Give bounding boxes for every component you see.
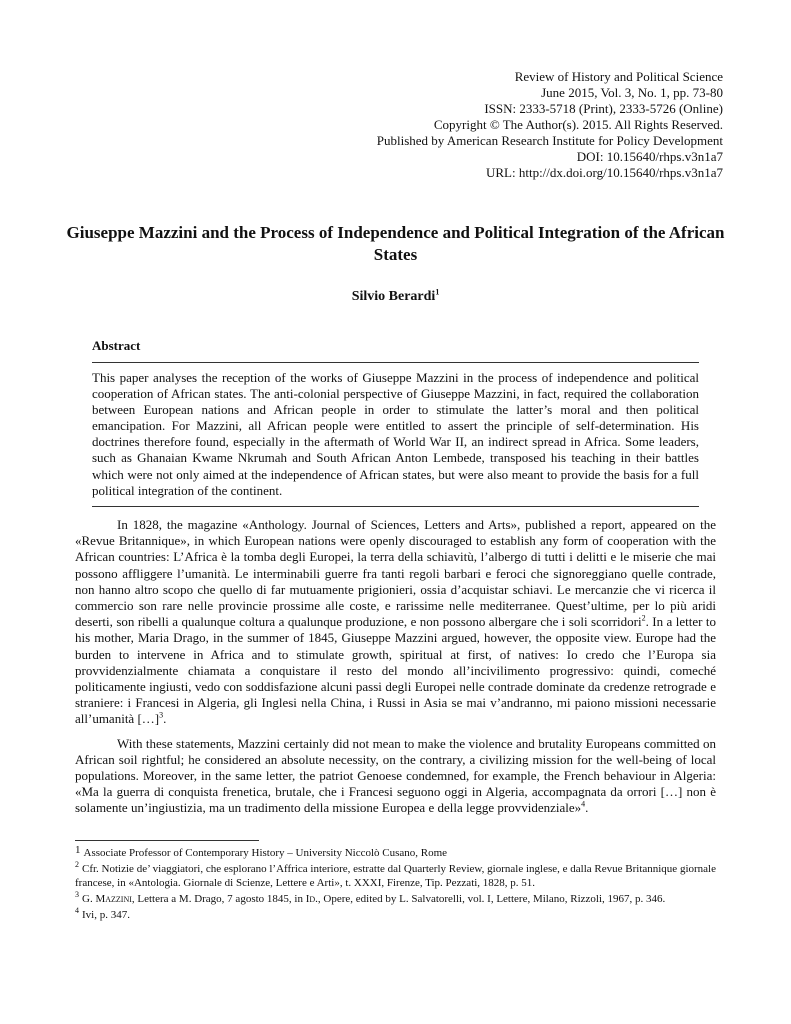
author-line <box>60 288 731 306</box>
footnotes <box>75 846 716 924</box>
paragraph-text: . In a letter to his mother, Maria Drago, in the summer of 1845, Giuseppe Mazzini argued, however, the opposite view. Europe had the burden to intervene in Africa and to stimulate growth, spiritual at first, of natives: Io credo che l’Europa sia provvidenzialmente chiamata a conquistare il resto del mondo all’incivilimento progressivo: quindi, comeché politicamente ingiusti, vedo con soddisfazione alcuni passi degli Europei nelle contrade dominate da credenze retrograde e straniere: i Francesi in Algeria, gli Inglesi nella China, i Russi in Asia se mai v’andranno, mi paiono missioni necessarie all’umanità […] <box>75 614 716 727</box>
footnote-ibidem: Id <box>305 893 316 905</box>
abstract-divider-bottom <box>92 506 699 507</box>
abstract-heading: Abstract <box>92 338 141 353</box>
footnote-text: G. <box>82 893 96 905</box>
footnote <box>75 892 716 906</box>
footnote-divider <box>75 840 259 841</box>
author-name: Silvio Berardi <box>351 289 436 304</box>
footnote-text: Ivi, p. 347. <box>82 909 130 921</box>
paragraph-text: . <box>163 711 167 727</box>
paragraph-text: . <box>585 800 589 816</box>
footnote-author-surname: Mazzini <box>95 893 132 905</box>
footnote-ref[interactable]: 2 <box>641 613 646 623</box>
body-paragraph <box>75 517 716 728</box>
masthead-issn: ISSN: 2333-5718 (Print), 2333-5726 (Online) <box>484 101 723 116</box>
masthead-journal-name: Review of History and Political Science <box>514 69 723 84</box>
author-footnote-mark[interactable]: 1 <box>435 287 440 297</box>
paragraph-text: With these statements, Mazzini certainly did not mean to make the violence and brutality Europeans committed on African soil rightful; he considered an absolute necessity, on the contrary, a civilizing mission for the well-being of local populations. Moreover, in the same letter, the patriot Genoese condemned, for example, the French behaviour in Algeria: «Ma la guerra di conquista frenetica, brutale, che i Francesi seguono oggi in Algeria, accompagnata da orrori […] non è solamente un’ingiustizia, ma un tradimento della missione Europea e della legge provvidenziale» <box>75 735 716 816</box>
footnote-text: ., Opere, edited by L. Salvatorelli, vol. I, Lettere, Milano, Rizzoli, 1967, p. 346. <box>315 893 666 905</box>
paper-title: Giuseppe Mazzini and the Process of Independence and Political Integration of the African States <box>66 223 725 264</box>
footnote-mark: 3 <box>75 890 79 900</box>
footnote <box>75 862 716 890</box>
footnote-text: Cfr. Notizie de’ viaggiatori, che esplorano l’Affrica interiore, estratte dal Quarterly Review, giornale inglese, e dalla Revue Britannique giornale francese, in «Antologia. Giornale di Scienze, Lettere e Arti», t. XXXI, Firenze, Tip. Pezzati, 1828, p. 51. <box>75 863 716 889</box>
abstract-divider-top <box>92 362 699 363</box>
footnote-mark: 1 <box>75 844 81 856</box>
body-text <box>75 517 716 817</box>
footnote-text: Associate Professor of Contemporary History – University Niccolò Cusano, Rome <box>83 847 448 859</box>
masthead-copyright: Copyright © The Author(s). 2015. All Rights Reserved. <box>433 117 723 132</box>
masthead-issue: June 2015, Vol. 3, No. 1, pp. 73-80 <box>541 85 723 100</box>
masthead-url[interactable]: URL: http://dx.doi.org/10.15640/rhps.v3n1a7 <box>485 165 723 180</box>
footnote-mark: 2 <box>75 860 79 870</box>
footnote <box>75 846 716 860</box>
masthead-doi: DOI: 10.15640/rhps.v3n1a7 <box>576 149 723 164</box>
body-paragraph <box>75 736 716 817</box>
footnote-ref[interactable]: 3 <box>159 711 164 721</box>
footnote-text: , Lettera a M. Drago, 7 agosto 1845, in <box>131 893 306 905</box>
paragraph-text: In 1828, the magazine «Anthology. Journal of Sciences, Letters and Arts», published a report, appeared on the «Revue Britannique», in which European nations were openly discouraged to establish any form of cooperation with the African countries: L’Africa è la tomba degli Europei, la terra della schiavitù, l’albergo di tutti i delitti e le miserie che mai possono affliggere l’umanità. Le interminabili guerre fra tanti regoli barbari e feroci che signoreggiano quelle contrade, non hanno altro scopo che quello di far mutuamente prigionieri, ossia d’acquistar schiavi. Le mercanzie che vi ricerca il commercio son rare nelle provincie prossime alle coste, e rarissime nelle mediterranee. Quest’ultime, per lo più aridi deserti, son ribelli a qualunque coltura a qualunque produzione, e non possono albergare che i soli scorridori <box>75 517 716 630</box>
abstract-text: This paper analyses the reception of the works of Giuseppe Mazzini in the process of independence and political cooperation of African states. The anti-colonial perspective of Giuseppe Mazzini, in fact, required the collaboration between European nations and African people in order to stimulate the latter’s moral and then political emancipation. For Mazzini, all African people were entitled to assert the principle of self-determination. His doctrines therefore found, especially in the aftermath of World War II, an indirect spread in Africa. Some leaders, such as Ghanaian Kwame Nkrumah and South African Anton Lembede, transposed his teaching in their battles which were not only aimed at the independence of African states, but were also meant to provide the basis for a full political integration of the continent. <box>92 370 699 498</box>
footnote-ref[interactable]: 4 <box>581 800 586 810</box>
footnote <box>75 908 716 922</box>
footnote-mark: 4 <box>75 906 79 916</box>
journal-masthead <box>203 69 723 181</box>
masthead-publisher: Published by American Research Institute for Policy Development <box>376 133 723 148</box>
